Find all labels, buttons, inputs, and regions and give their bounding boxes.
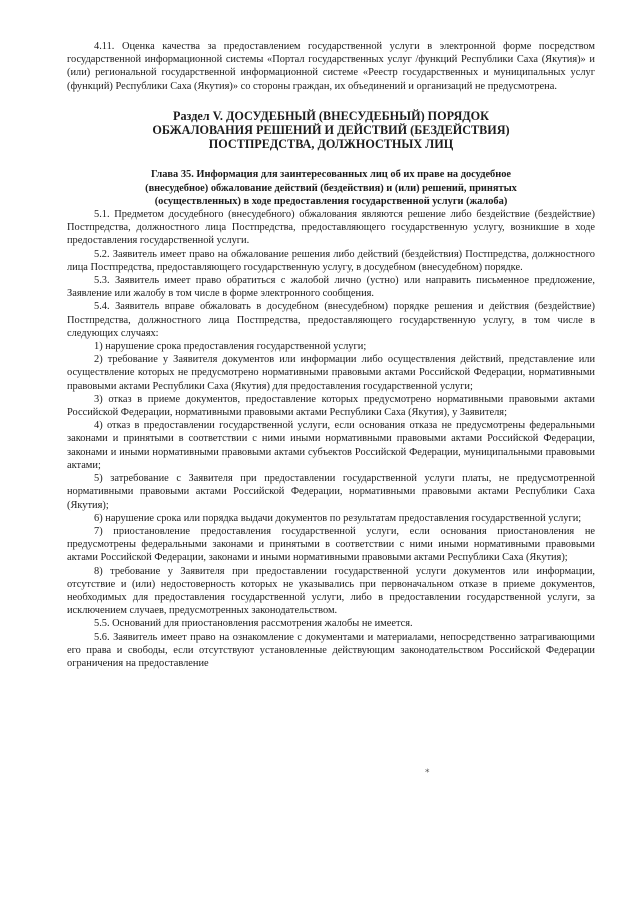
list-item-2: 2) требование у Заявителя документов или информации либо осуществления действий, представление или осуществление которых не предусмотрено нормативными правовыми актами Российской Федерации, нормативными правовыми актами Республики Саха (Якутия) для предоставления государственной услуги; <box>67 354 595 392</box>
document-page <box>67 40 595 670</box>
chapter-35-title <box>67 168 595 208</box>
list-item-1: 1) нарушение срока предоставления государственной услуги; <box>94 341 367 353</box>
paragraph-5-4: 5.4. Заявитель вправе обжаловать в досудебном (внесудебном) порядке решения и действия (бездействие) Постпредства, должностного лица Постпредства, предоставляющего государственную услугу, в том числе в следующих случаях: <box>67 301 595 339</box>
chapter-title-line: (внесудебное) обжалование действий (бездействия) и (или) решений, принятых <box>145 182 517 194</box>
section-5-title <box>67 109 595 152</box>
list-item-5: 5) затребование с Заявителя при предоставлении государственной услуги платы, не предусмотренной нормативными правовыми актами Российской Федерации, нормативными правовыми актами Республики Саха (Якутия); <box>67 473 595 511</box>
paragraph-5-5: 5.5. Оснований для приостановления рассмотрения жалобы не имеется. <box>94 618 413 630</box>
section-title-line: ПОСТПРЕДСТВА, ДОЛЖНОСТНЫХ ЛИЦ <box>208 137 454 152</box>
paragraph-5-3: 5.3. Заявитель имеет право обратиться с жалобой лично (устно) или направить письменное предложение, Заявление или жалобу в том числе в форме электронного сообщения. <box>67 275 595 300</box>
list-item-3: 3) отказ в приеме документов, предоставление которых предусмотрено нормативными правовыми актами Российской Федерации, нормативными правовыми актами Республики Саха (Якутия), у Заявителя; <box>67 393 595 419</box>
chapter-title-line: Глава 35. Информация для заинтересованных лиц об их праве на досудебное <box>150 169 512 181</box>
list-item-7: 7) приостановление предоставления государственной услуги, если основания приостановления не предусмотрены федеральными законами и принятыми в соответствии с ними иными нормативными правовыми актами Российской Федерации, законами и иными нормативными правовыми актами Республики Саха (Якутия); <box>67 525 595 564</box>
section-title-line: Раздел V. ДОСУДЕБНЫЙ (ВНЕСУДЕБНЫЙ) ПОРЯДОК <box>173 108 489 123</box>
list-item-6: 6) нарушение срока или порядка выдачи документов по результатам предоставления государственной услуги; <box>94 512 582 524</box>
paragraph-5-1: 5.1. Предметом досудебного (внесудебного) обжалования являются решение либо бездействие (бездействие) Постпредства, должностного лица Постпредства, предоставляющего государственную услугу, возникшие в ходе предоставления государственной услуги. <box>67 209 595 247</box>
margin-mark: * <box>425 768 430 778</box>
paragraph-5-6: 5.6. Заявитель имеет право на ознакомление с документами и материалами, непосредственно затрагивающими его права и свободы, если отсутствуют установленные действующим законодательством Российской Федерации ограничения на предоставление <box>67 631 595 669</box>
paragraph-4-11: 4.11. Оценка качества за предоставлением государственной услуги в электронной форме посредством государственной информационной системы «Портал государственных услуг /функций Республики Саха (Якутия)» и (или) региональной государственной информационной системе «Реестр государственных и муниципальных услуг (функций) Республики Саха (Якутия)» со стороны граждан, их объединений и организаций не предусмотрена. <box>67 41 595 92</box>
chapter-title-line: (осуществленных) в ходе предоставления государственной услуги (жалоба) <box>154 195 508 207</box>
paragraph-5-2: 5.2. Заявитель имеет право на обжалование решения либо действий (бездействия) Постпредства, должностного лица Постпредства, предоставляющего государственную услугу, в досудебном (внесудебном) порядке. <box>67 248 595 273</box>
list-item-4: 4) отказ в предоставлении государственной услуги, если основания отказа не предусмотрены федеральными законами и принятыми в соответствии с ними иными нормативными правовыми актами Российской Федерации, законами и иными нормативными правовыми актами субъектов Российской Федерации, муниципальными правовыми актами; <box>67 420 595 471</box>
section-title-line: ОБЖАЛОВАНИЯ РЕШЕНИЙ И ДЕЙСТВИЙ (БЕЗДЕЙСТВИЯ) <box>152 123 510 138</box>
list-item-8: 8) требование у Заявителя при предоставлении государственной услуги документов или информации, отсутствие и (или) недостоверность которых не указывались при первоначальном отказе в приеме документов, необходимых для предоставления государственной услуги, либо в предоставлении государственной услуги, за исключением случаев, предусмотренных законодательством. <box>67 565 595 617</box>
